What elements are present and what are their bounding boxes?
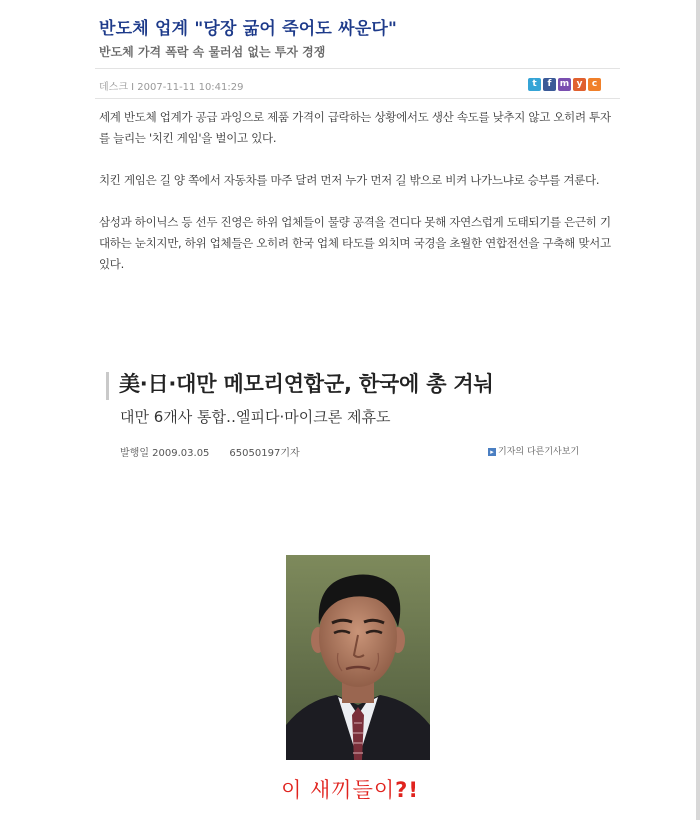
article1-meta: 데스크 I 2007-11-11 10:41:29 <box>99 82 244 93</box>
article1-title: 반도체 업계 "당장 굶어 죽어도 싸운다" <box>99 19 398 39</box>
article2-title: 美·日·대만 메모리연합군, 한국에 총 겨눠 <box>119 372 494 396</box>
caption-text: 이 새끼들이 <box>281 778 396 802</box>
article2-subtitle: 대만 6개사 통합‥엘피다·마이크론 제휴도 <box>120 408 391 426</box>
title-accent-bar <box>106 372 109 400</box>
facebook-icon[interactable]: f <box>543 78 556 91</box>
article1-paragraph: 삼성과 하이닉스 등 선두 진영은 하위 업체들이 물량 공격을 견디다 못해 자연스럽게 도태되기를 은근히 기대하는 눈치지만, 하위 업체들은 오히려 한국 업체 타도를 외치며 국경을 초월한 연합전선을 구축해 맞서고 있다. <box>99 215 611 271</box>
share-buttons <box>528 78 601 91</box>
divider <box>95 98 620 99</box>
article1-paragraph: 치킨 게임은 길 양 쪽에서 자동차를 마주 달려 먼저 누가 먼저 길 밖으로 비켜 나가느냐로 승부를 겨룬다. <box>99 173 600 187</box>
portrait-photo <box>286 555 430 760</box>
scrollbar-edge[interactable] <box>696 0 700 820</box>
article1-subtitle: 반도체 가격 폭락 속 물러섬 없는 투자 경쟁 <box>99 45 326 59</box>
divider <box>95 68 620 69</box>
portrait-image <box>286 555 430 760</box>
article2-date: 발행일 2009.03.05 <box>120 448 210 459</box>
photo-caption <box>0 774 700 804</box>
yozm-icon[interactable]: y <box>573 78 586 91</box>
article1-paragraph: 세계 반도체 업계가 공급 과잉으로 제품 가격이 급락하는 상황에서도 생산 속도를 낮추지 않고 오히려 투자를 늘리는 '치킨 게임'을 벌이고 있다. <box>99 110 611 145</box>
me2day-icon[interactable]: m <box>559 79 570 89</box>
caption-punctuation: ?! <box>395 778 419 802</box>
more-articles-link[interactable] <box>488 444 579 457</box>
twitter-icon[interactable]: t <box>528 78 541 91</box>
cyworld-icon[interactable]: c <box>588 78 601 91</box>
arrow-right-icon: ▸ <box>488 448 496 456</box>
article2-reporter: 65050197기자 <box>229 448 300 459</box>
more-articles-label: 기자의 다른기사보기 <box>498 447 580 457</box>
article2-meta <box>120 444 300 459</box>
article1-body <box>99 107 619 296</box>
